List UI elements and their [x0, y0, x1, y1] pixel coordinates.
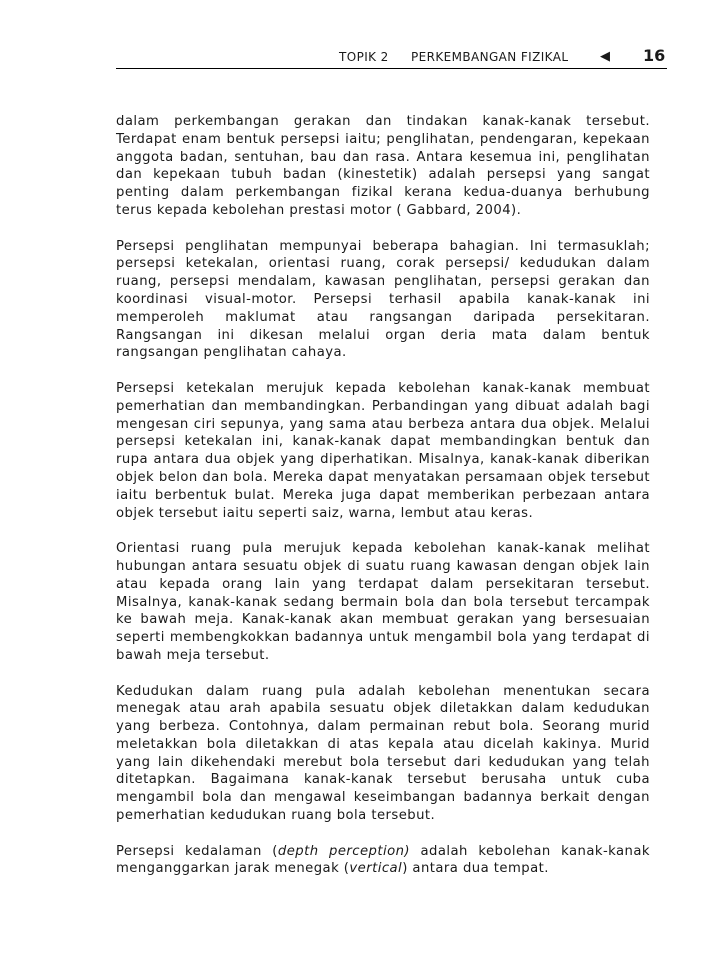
italic-term: vertical: [349, 861, 403, 877]
page-header: [116, 44, 667, 69]
paragraph: [116, 843, 650, 879]
header-title: PERKEMBANGAN FIZIKAL: [411, 50, 569, 64]
header-topic: TOPIK 2: [339, 50, 389, 64]
left-triangle-icon: ◀: [600, 49, 610, 64]
page-number: 16: [643, 46, 666, 65]
paragraph: Orientasi ruang pula merujuk kepada kebolehan kanak-kanak melihat hubungan antara sesuatu objek di suatu ruang kawasan dengan objek lain atau kepada orang lain yang terdapat dalam persekitaran tersebut. Misalnya, kanak-kanak sedang bermain bola dan bola tersebut tercampak ke bawah meja. Kanak-kanak akan membuat gerakan yang bersesuaian seperti membengkokkan badannya untuk mengambil bola yang terdapat di bawah meja tersebut.: [116, 541, 650, 663]
paragraph-text: ) antara dua tempat.: [402, 861, 549, 877]
paragraph-text: Persepsi kedalaman (: [116, 843, 278, 859]
body-text: [116, 113, 650, 878]
paragraph: Kedudukan dalam ruang pula adalah kebolehan menentukan secara menegak atau arah apabila sesuatu objek diletakkan dalam kedudukan yang berbeza. Contohnya, dalam permainan rebut bola. Seorang murid meletakkan bola diletakkan di atas kepala atau dicelah kakinya. Murid yang lain dikehendaki merebut bola tersebut dari kedudukan yang telah ditetapkan. Bagaimana kanak-kanak tersebut berusaha untuk cuba mengambil bola dan mengawal keseimbangan badannya berkait dengan pemerhatian kedudukan ruang bola tersebut.: [116, 683, 650, 824]
paragraph: dalam perkembangan gerakan dan tindakan kanak-kanak tersebut. Terdapat enam bentuk persepsi iaitu; penglihatan, pendengaran, kepekaan anggota badan, sentuhan, bau dan rasa. Antara kesemua ini, penglihatan dan kepekaan tubuh badan (kinestetik) adalah persepsi yang sangat penting dalam perkembangan fizikal kerana kedua-duanya berhubung terus kepada kebolehan prestasi motor ( Gabbard, 2004).: [116, 114, 650, 218]
paragraph-text: adalah kebolehan kanak-kanak menganggarkan jarak menegak (: [116, 843, 650, 877]
italic-term: depth perception): [277, 843, 411, 859]
paragraph: Persepsi ketekalan merujuk kepada kebolehan kanak-kanak membuat pemerhatian dan membandingkan. Perbandingan yang dibuat adalah bagi mengesan ciri sepunya, yang sama atau berbeza antara dua objek. Melalui persepsi ketekalan ini, kanak-kanak dapat membandingkan bentuk dan rupa antara dua objek yang diperhatikan. Misalnya, kanak-kanak diberikan objek belon dan bola. Mereka dapat menyatakan persamaan objek tersebut iaitu berbentuk bulat. Mereka juga dapat memberikan perbezaan antara objek tersebut iaitu seperti saiz, warna, lembut atau keras.: [116, 380, 650, 521]
paragraph: Persepsi penglihatan mempunyai beberapa bahagian. Ini termasuklah; persepsi ketekalan, orientasi ruang, corak persepsi/ kedudukan dalam ruang, persepsi mendalam, kawasan penglihatan, persepsi gerakan dan koordinasi visual-motor. Persepsi terhasil apabila kanak-kanak ini memperoleh maklumat atau rangsangan daripada persekitaran. Rangsangan ini dikesan melalui organ deria mata dalam bentuk rangsangan penglihatan cahaya.: [116, 238, 650, 361]
